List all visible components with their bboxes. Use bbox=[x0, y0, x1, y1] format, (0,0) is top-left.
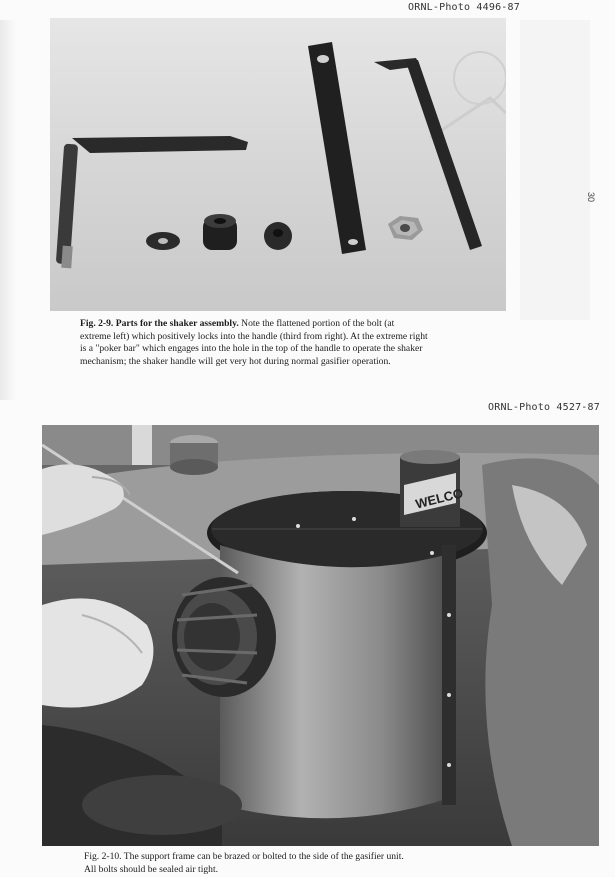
caption-1-label: Fig. 2-9. bbox=[80, 318, 114, 329]
welco-can bbox=[400, 450, 465, 527]
scan-shadow bbox=[0, 20, 16, 400]
photo-support-frame bbox=[42, 425, 599, 846]
small-nut bbox=[264, 222, 292, 250]
caption-2-line-2: All bolts should be sealed air tight. bbox=[84, 863, 219, 875]
can-label: WELCO bbox=[413, 485, 465, 512]
caption-2-line-1: Fig. 2-10. The support frame can be brazed or bolted to the side of the gasifier unit. bbox=[84, 851, 404, 862]
blower-assembly bbox=[172, 577, 276, 697]
large-nut bbox=[203, 214, 237, 250]
figure-caption-2 bbox=[84, 851, 584, 876]
shaker-parts-illustration bbox=[50, 18, 506, 311]
washer bbox=[146, 232, 180, 250]
photo-shaker-parts bbox=[50, 18, 506, 311]
caption-1-line-1: Note the flattened portion of the bolt (at bbox=[241, 318, 395, 329]
page-number: 30 bbox=[586, 192, 596, 203]
scan-bleed bbox=[520, 20, 590, 320]
caption-1-line-2: extreme left) which positively locks into the handle (third from right). At the extreme right bbox=[80, 330, 428, 342]
caption-1-line-3: is a "poker bar" which engages into the hole in the top of the handle to operate the shaker bbox=[80, 343, 423, 355]
caption-1-line-4: mechanism; the shaker handle will get very hot during normal gasifier operation. bbox=[80, 355, 391, 367]
photo-id-2: ORNL-Photo 4527-87 bbox=[488, 402, 600, 413]
photo-id-1: ORNL-Photo 4496-87 bbox=[408, 2, 520, 13]
caption-1-lead: Parts for the shaker assembly. bbox=[115, 318, 239, 329]
support-frame-illustration bbox=[42, 425, 599, 846]
figure-caption-1 bbox=[80, 318, 540, 368]
